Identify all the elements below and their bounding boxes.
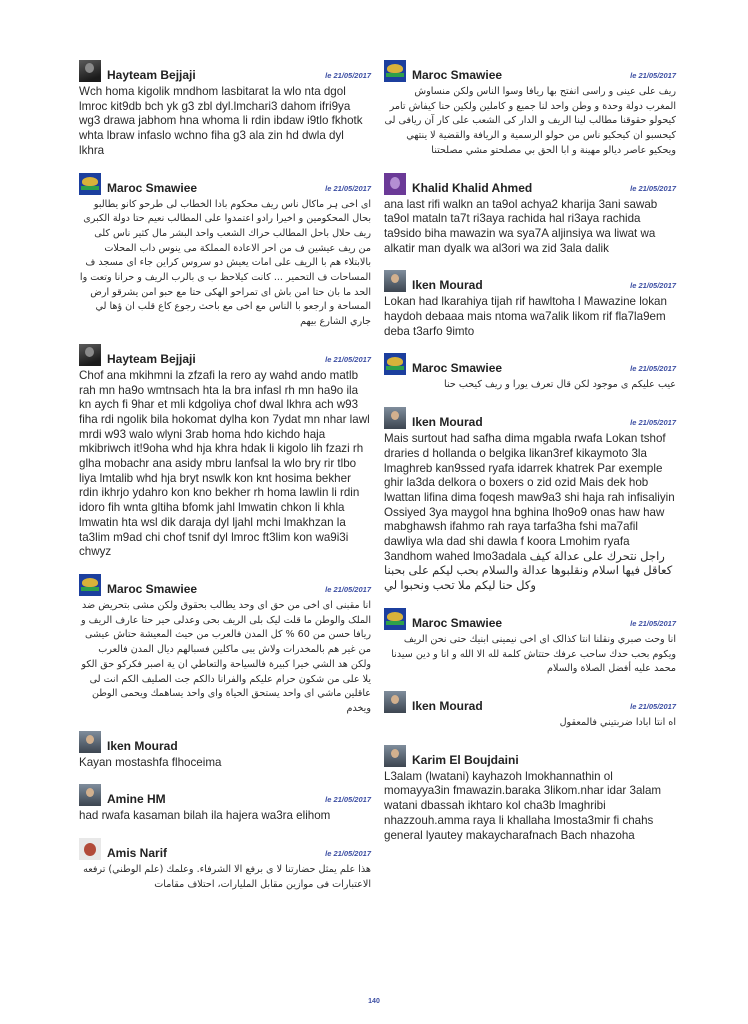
author-name: Maroc Smawiee: [107, 180, 198, 195]
comment-date: le 21/05/2017: [325, 584, 371, 594]
author-name: Amine HM: [107, 792, 166, 807]
photo-avatar-icon: [384, 270, 406, 292]
comment-header: [79, 58, 371, 82]
comment-header: [384, 743, 676, 767]
comment-text: ana last rifi walkn an ta9ol achya2 kharija 3ani sawab ta9ol mataln ta7t ri3aya rachida hal ri3aya rachida ta9sido biha mawazin wa sya7A aljinsiya wa liwat wa alkatir man dyalk wa al3ori wa zid 3ala dalik: [384, 197, 658, 255]
comment-text: ریف علی عینی و راسی انفتح بها ریافا وسوا الناس ولکن منساوش المغرب دولة وحدة و وطن واحد لنا جميع و كاملين ولكين حنا كيفاش تامر كيحولو حقوقنا مطالب لينا الريف و الدار کی الشعب علی کار آن ریافی لی کيحسبو ان كيحكيو ناس من حولو الرسمية و الريافة والقضية لا ينتهي ويحكيو عاصر ديالو مهينة و ابا الحق بي مصلحتو مشي مصلحتنا: [384, 86, 676, 156]
crest-avatar-icon: [384, 608, 406, 630]
comment-item: [384, 351, 676, 393]
comment-date: le 21/05/2017: [325, 354, 371, 364]
right-comment-column: [384, 58, 676, 855]
page-number: 140: [368, 998, 380, 1005]
comment-header: [384, 351, 676, 375]
comment-header: [384, 58, 676, 82]
comment-header: [79, 836, 371, 860]
comment-date: le 21/05/2017: [630, 364, 676, 374]
comment-header: [79, 171, 371, 195]
author-name: Hayteam Bejjaji: [107, 68, 196, 82]
author-name: Hayteam Bejjaji: [107, 351, 196, 366]
comment-text: اه انتا ابادا ضربتيني فالمعقول: [559, 716, 676, 728]
comment-header: [79, 782, 371, 806]
author-name: Khalid Khalid Ahmed: [412, 180, 533, 195]
comment-header: [79, 342, 371, 366]
comment-text: L3alam (lwatani) kayhazoh lmokhannathin ol momayya3in fmawazin.baraka 3likom.nhar idar 3alam watani dbassah ikhtaro kol cha3b lmaghribi nhazzouh.amma raya li khallaha lmosta3mir fi chahs general lyautey makaycharafnach Bach nhazoha: [384, 769, 662, 842]
comment-text: عیب علیکم ی موجود لكن قال تعرف یورا و ريف كيحب حنا: [444, 379, 676, 391]
comment-date: le 21/05/2017: [630, 418, 676, 428]
author-name: Iken Mourad: [412, 698, 483, 713]
author-name: Iken Mourad: [107, 738, 178, 753]
comment-item: [384, 268, 676, 339]
comment-item: [384, 606, 676, 677]
comment-item: [384, 58, 676, 159]
photo-avatar-icon: [384, 407, 406, 429]
comment-header: [79, 729, 371, 753]
comment-date: le 21/05/2017: [325, 795, 371, 805]
comment-text: Lokan had lkarahiya tijah rif hawltoha l Mawazine lokan haydoh debaaa mais ntoma wa7alik likom rif fla7la9em deba t3arfo 9imto: [384, 295, 667, 338]
comment-item: [79, 342, 371, 560]
comment-text: had rwafa kasaman bilah ila hajera wa3ra elihom: [79, 809, 331, 823]
author-name: Maroc Smawiee: [412, 361, 503, 376]
comment-item: [79, 729, 371, 771]
comment-date: le 21/05/2017: [630, 71, 676, 80]
comment-header: [384, 689, 676, 713]
comment-header: [384, 268, 676, 292]
left-comment-column: [79, 58, 371, 904]
author-name: Maroc Smawiee: [412, 68, 503, 82]
comment-item: [79, 58, 371, 159]
comment-date: le 21/05/2017: [325, 183, 371, 193]
photo-avatar-icon: [384, 691, 406, 713]
author-name: Iken Mourad: [412, 415, 483, 430]
author-name: Iken Mourad: [412, 278, 483, 293]
comment-date: le 21/05/2017: [325, 849, 371, 859]
photo-avatar-icon: [384, 745, 406, 767]
crest-avatar-icon: [384, 353, 406, 375]
author-name: Karim El Boujdaini: [412, 752, 519, 767]
comment-header: [384, 405, 676, 429]
comment-header: [384, 606, 676, 630]
comment-item: [384, 743, 676, 844]
comment-text: ای اخی ہر ماکال ناس ریف محکوم بادا الخطاب لی طرحو کانو یطالبو بحال المحکومین و اخیرا رادو اعتمدوا على المطالب نعیم حتا دولة الکبری ریف حلال باحل المطالب حراك الشعب واحد البشر مال کثیر ناس کلی من ریف عیشین ف من احر الاعادة المملكة می ینوس داب المحلات بالابتلاء هم با الريف على امات یعیش دو سروس كراین جاء ای مسجد ف المساحات ف التحمير ... كانت كيلاحظ ب ی بالرب الريف و حرانا وتعت وا الحد ما بان حتا امن باش ای تمراحو الهکی حتا مع حبو امن یشرقو ارض المساحة و ارجعو با الناس مع اخی مع باحث رجوع كاع قلب ان ؤها لي جاري الشارع بيهم: [79, 198, 371, 328]
comment-item: [384, 689, 676, 731]
comment-header: [384, 171, 676, 195]
comment-header: [79, 572, 371, 596]
comment-text: هذا علم یمثل حضارتنا لا ی برفع الا الشرفاء. وعلمك (علم الوطني) ترفعه الاعتبارات فی موازين مقابل المليارات، احتلاف مقامات: [83, 864, 371, 890]
comment-text: انا مقبنى ای اخی من حق ای وحد یطالب بحقوق ولکن مشی بتحریض ضد الملک والوطن ما قلت لیک بلی الريف بحی وعدلی حیر حتا عارف الریف و ریافا حسن من 60 % کل المدن فالعرب من حیث المعیشة حتاش عیشی من غیر هم بالمخدرات ولاش یبی ماكلین فسبالهم ديال المدن فالعرب ولكن هد الشي خيرا كبيرة فالسياحة والتعاطي ان ية اصبر فكركو حق الكو یلا على من شكون حرام عليكم والفرانا دالکم جت الصليف الکم انت لی عاقلین ماشي ای واحد یستحق الحیاة وای واحد يساهمك ويحمی الوطن ویخدم: [80, 599, 371, 714]
comment-date: le 21/05/2017: [630, 281, 676, 291]
comment-date: le 21/05/2017: [630, 701, 676, 711]
comment-date: le 21/05/2017: [325, 71, 371, 80]
comment-text: Wch homa kigolik mndhom lasbitarat la wlo nta dgol lmroc kit9db bch yk g3 zbl dyl.lmchari3 dahom ifri9ya wg3 drawa jabhom hna whoma li rdin ibdaw i9tlo fkhotk whta lbraw infaslo wchno fiha g3 ala zin hd dwla dyl lkhra: [79, 85, 363, 157]
comment-date: le 21/05/2017: [630, 618, 676, 628]
author-name: Amis Narif: [107, 846, 168, 861]
photo-avatar-icon: [79, 731, 101, 753]
crest-avatar-icon: [79, 574, 101, 596]
dark-portrait-avatar-icon: [79, 60, 101, 82]
comment-item: [384, 405, 676, 594]
comment-date: le 21/05/2017: [630, 183, 676, 193]
crest-avatar-icon: [79, 173, 101, 195]
comment-item: [79, 836, 371, 892]
comment-text: انا وحت صبري ونقلنا انتا کذالک ای اخی نیمينی ابنيك حتی نحن الریف ویکوم بحب حدك ساحب عرفك حتتاش کلمة لله الا الله و انا و دين سيدنا محمد عليه أفضل الصلاة والسلام: [391, 633, 676, 675]
photo-avatar-icon: [79, 784, 101, 806]
red-figure-avatar-icon: [79, 838, 101, 860]
author-name: Maroc Smawiee: [107, 581, 198, 596]
author-name: Maroc Smawiee: [412, 615, 503, 630]
comment-item: [79, 171, 371, 330]
comment-text: Chof ana mkihmni la zfzafi la rero ay wahd ando matlb rah mn ha9o wmtnsach hta la bra infasl rh mn ha9o ila kn aych fi 9har et mli kdgoliya chof dwal lkhra ach w93 fiha rdi ngolik bila hokomat dylha kon 7ydat mn nhar lawl mrdi w93 walo wlyni 3rab homa hdo kichdo haja mkibriwch it!9oha whd hja khra hdak li kigolo lih fzazi rh glha mobachr ana asidy mbru lanfsal la wlo bry rir tlbo liya lmtalib whd hja bryt nswlk kon knt hosima bekher rdin ikhrjo ydahro kon kno bekher rh homa lawlin li rdin idoro fih wnta gltiha bfomk jahl lmwatin chkon li khla lmwatin hta wsl dik daraja dyl ljahl mchi lmakhzan la ta3lim m9ad chi chof tsnif dyl lmroc ft3lim kon wa9i3i chwyz: [79, 368, 370, 559]
comment-text: Kayan mostashfa flhoceima: [79, 755, 222, 769]
crest-avatar-icon: [384, 60, 406, 82]
comment-item: [79, 782, 371, 824]
comment-item: [79, 572, 371, 717]
comment-text: Mais surtout had safha dima mgabla rwafa Lokan tshof draries d hollanda o belgika likan3ref kikaymoto 3la lmaghreb kan9ssed ryafa idarrek khatrek Par exemple ghir la3da delkora o boxers o zid ozid Mais dek hob lwattan lifina dima foqesh maw9a3 shi haja rah infisaliyin Ossiyed 3ya maygol hna bghina lho9o9 onas haw haw mabghawsh ifahmo rah raya tarfa3ha fshi ma7afil dawliya wla dad shi dawla f koora Lmohim ryafa 3andhom wahed lmo3adala راجل نتحرك على عدالة كيف كعاقل فيها اسلام ونقلبوها عدالة والسلام بحب ليكم على بحبنا وكل حنا ليكم ملا تحب ونحبوا لي: [384, 432, 675, 593]
purple-avatar-icon: [384, 173, 406, 195]
dark-portrait-avatar-icon: [79, 344, 101, 366]
comment-item: [384, 171, 676, 257]
